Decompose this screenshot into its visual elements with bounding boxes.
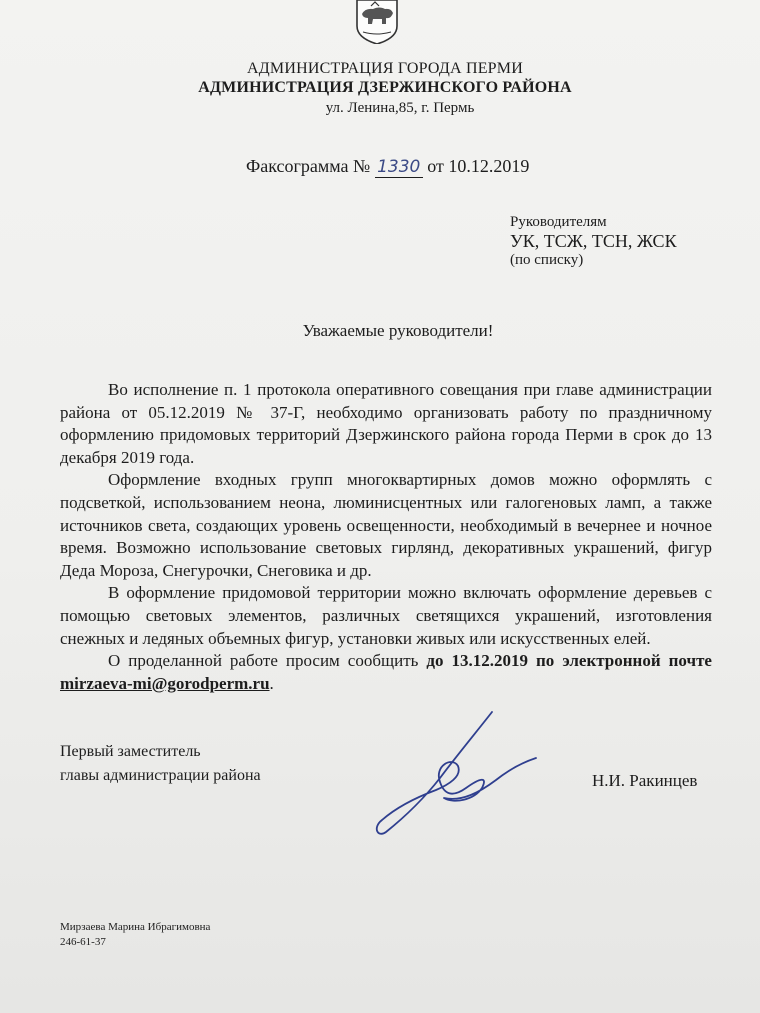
signer-position: [60, 740, 261, 788]
addressee-block: [510, 213, 677, 270]
addressee-line3: (по списку): [510, 252, 584, 268]
fax-header: [246, 156, 529, 178]
fax-label: Факсограмма №: [246, 156, 371, 176]
paragraph-4: [60, 650, 712, 695]
paragraph-4-end: .: [269, 673, 274, 693]
org-name-district: АДМИНИСТРАЦИЯ ДЗЕРЖИНСКОГО РАЙОНА: [198, 79, 572, 96]
addressee-line1: Руководителям: [510, 214, 607, 230]
paragraph-3: В оформление придомовой территории можно включать оформление деревьев с помощью световых элементов, различных светящихся украшений, изготовления снежных и ледяных объемных фигур, установки живых или искусственных елей.: [60, 583, 712, 648]
executor-phone: 246-61-37: [60, 936, 106, 948]
executor-name: Мирзаева Марина Ибрагимовна: [60, 921, 211, 933]
executor-info: [60, 920, 210, 950]
org-address: ул. Ленина,85, г. Пермь: [325, 100, 475, 116]
paragraph-1: Во исполнение п. 1 протокола оперативного совещания при главе администрации района от 05.12.2019 № 37-Г, необходимо организовать работу по праздничному оформлению придомовых территорий Дзержинского района города Перми в срок до 13 декабря 2019 года.: [60, 380, 712, 467]
letter-body: [60, 379, 712, 695]
handwritten-signature-icon: [370, 700, 540, 850]
fax-date: от 10.12.2019: [427, 156, 530, 176]
signer-name: Н.И. Ракинцев: [592, 771, 698, 790]
addressee-line2: УК, ТСЖ, ТСН, ЖСК: [510, 231, 677, 251]
signer-position-line1: Первый заместитель: [60, 743, 201, 760]
paragraph-2: Оформление входных групп многоквартирных домов можно оформлять с подсветкой, использованием неона, люминисцентных или галогеновых ламп, а также источников света, создающих уровень освещенности, необходимый в вечернее и ночное время. Возможно использование световых гирлянд, декоративных украшений, фигур Деда Мороза, Снегурочки, Снеговика и др.: [60, 470, 712, 580]
deadline-text: до 13.12.2019 по электронной почте: [426, 651, 712, 671]
email-link[interactable]: mirzaeva-mi@gorodperm.ru: [60, 673, 270, 693]
city-coat-of-arms-icon: [353, 0, 401, 44]
signer-position-line2: главы администрации района: [60, 767, 261, 784]
org-name-city: АДМИНИСТРАЦИЯ ГОРОДА ПЕРМИ: [247, 60, 523, 77]
paragraph-4-start: О проделанной работе просим сообщить: [108, 651, 427, 671]
greeting: Уважаемые руководители!: [302, 321, 494, 340]
fax-number: 1330: [375, 157, 423, 178]
